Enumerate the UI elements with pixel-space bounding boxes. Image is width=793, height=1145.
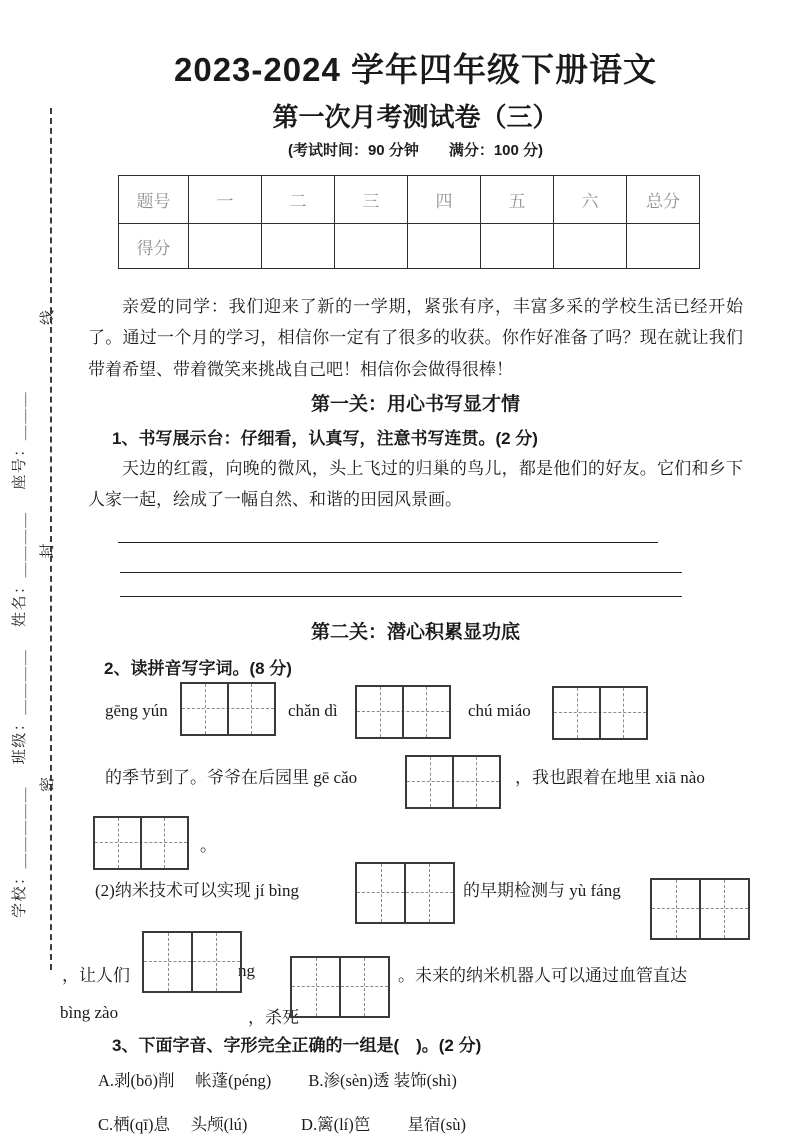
score-cell[interactable] bbox=[554, 224, 627, 269]
score-cell[interactable] bbox=[189, 224, 262, 269]
question2-text: 。未来的纳米机器人可以通过血管直达 bbox=[398, 965, 687, 985]
pinyin-label: chǎn dì bbox=[288, 700, 338, 720]
student-info-fields: 学校：＿＿＿＿＿ 班级：＿＿＿＿ 姓名：＿＿＿＿ 座号：＿＿＿ bbox=[12, 390, 28, 918]
question3-options-ab: A.剥(bō)削 帐蓬(péng) B.渗(sèn)透 装饰(shì) bbox=[98, 1070, 457, 1090]
question3-title: 3、下面字音、字形完全正确的一组是( )。(2 分) bbox=[112, 1035, 482, 1055]
writing-line[interactable] bbox=[118, 542, 658, 543]
score-table-header-cell: 一 bbox=[189, 176, 262, 224]
tianzige-box[interactable] bbox=[355, 685, 451, 739]
section1-header: 第一关：用心书写显才情 bbox=[310, 394, 520, 416]
exam-page bbox=[60, 0, 743, 1145]
tianzige-box[interactable] bbox=[355, 862, 455, 924]
writing-line[interactable] bbox=[120, 572, 682, 573]
score-table-header-cell: 二 bbox=[262, 176, 335, 224]
question1-title: 1、书写展示台：仔细看，认真写，注意书写连贯。(2 分) bbox=[112, 429, 538, 449]
score-table-header-row bbox=[119, 176, 700, 224]
intro-paragraph: 亲爱的同学：我们迎来了新的一学期，紧张有序，丰富多采的学校生活已经开始了。通过一个月的学习，相信你一定有了很多的收获。你作好准备了吗？现在就让我们带着希望、带着微笑来挑战自己吧！相信你会做得很棒！ bbox=[88, 297, 743, 379]
score-row-label: 得分 bbox=[119, 224, 189, 269]
tianzige-box[interactable] bbox=[93, 816, 189, 870]
score-cell[interactable] bbox=[335, 224, 408, 269]
tianzige-box[interactable] bbox=[552, 686, 648, 740]
tianzige-box[interactable] bbox=[405, 755, 501, 809]
score-cell[interactable] bbox=[481, 224, 554, 269]
pinyin-label: bìng zào bbox=[60, 1002, 119, 1022]
question2-text: ，让人们 bbox=[62, 965, 130, 985]
writing-line[interactable] bbox=[120, 596, 682, 597]
seal-text bbox=[36, 310, 57, 792]
question3-options-cd: C.栖(qī)息 头颅(lú) D.篱(lí)笆 星宿(sù) bbox=[98, 1115, 467, 1135]
score-table-header-cell: 题号 bbox=[119, 176, 189, 224]
section2-header: 第二关：潜心积累显功底 bbox=[310, 621, 520, 643]
question1-passage: 天边的红霞，向晚的微风，头上飞过的归巢的鸟儿，都是他们的好友。它们和乡下人家一起，绘成了一幅自然、和谐的田园风景画。 bbox=[88, 459, 743, 509]
score-table-header-cell: 五 bbox=[481, 176, 554, 224]
page-subtitle: 第一次月考测试卷（三） bbox=[272, 102, 559, 132]
tianzige-box[interactable] bbox=[650, 878, 750, 940]
score-table-header-cell: 六 bbox=[554, 176, 627, 224]
pinyin-label: gēng yún bbox=[105, 700, 168, 720]
score-cell[interactable] bbox=[627, 224, 700, 269]
question2-text: 的季节到了。爷爷在后园里 gē cǎo bbox=[105, 767, 358, 787]
question2-text: 。 bbox=[200, 835, 217, 855]
tianzige-box[interactable] bbox=[290, 956, 390, 1018]
question2-text: (2)纳米技术可以实现 jí bìng bbox=[95, 880, 299, 900]
question2-text: ，我也跟着在地里 xiā nào bbox=[515, 767, 705, 787]
seal-char-mi: 密 bbox=[40, 776, 56, 792]
score-table-header-cell: 四 bbox=[408, 176, 481, 224]
page-title: 2023-2024 学年四年级下册语文 bbox=[174, 51, 657, 88]
score-table-header-cell: 总分 bbox=[627, 176, 700, 224]
exam-info: (考试时间：90 分钟 满分：100 分) bbox=[287, 142, 544, 159]
pinyin-label: ng bbox=[238, 960, 255, 980]
score-cell[interactable] bbox=[262, 224, 335, 269]
tianzige-box[interactable] bbox=[180, 682, 276, 736]
score-table bbox=[118, 175, 700, 269]
score-table-score-row bbox=[119, 224, 700, 269]
pinyin-label: chú miáo bbox=[468, 700, 531, 720]
seal-char-feng: 封 bbox=[40, 543, 56, 559]
tianzige-box[interactable] bbox=[142, 931, 242, 993]
question2-answer-area bbox=[60, 679, 743, 1031]
question2-text: ，杀死 bbox=[248, 1007, 299, 1027]
seal-char-xian: 线 bbox=[40, 310, 56, 326]
score-table-header-cell: 三 bbox=[335, 176, 408, 224]
score-cell[interactable] bbox=[408, 224, 481, 269]
question2-title: 2、读拼音写字词。(8 分) bbox=[104, 658, 292, 678]
question2-text: 的早期检测与 yù fáng bbox=[463, 880, 621, 900]
